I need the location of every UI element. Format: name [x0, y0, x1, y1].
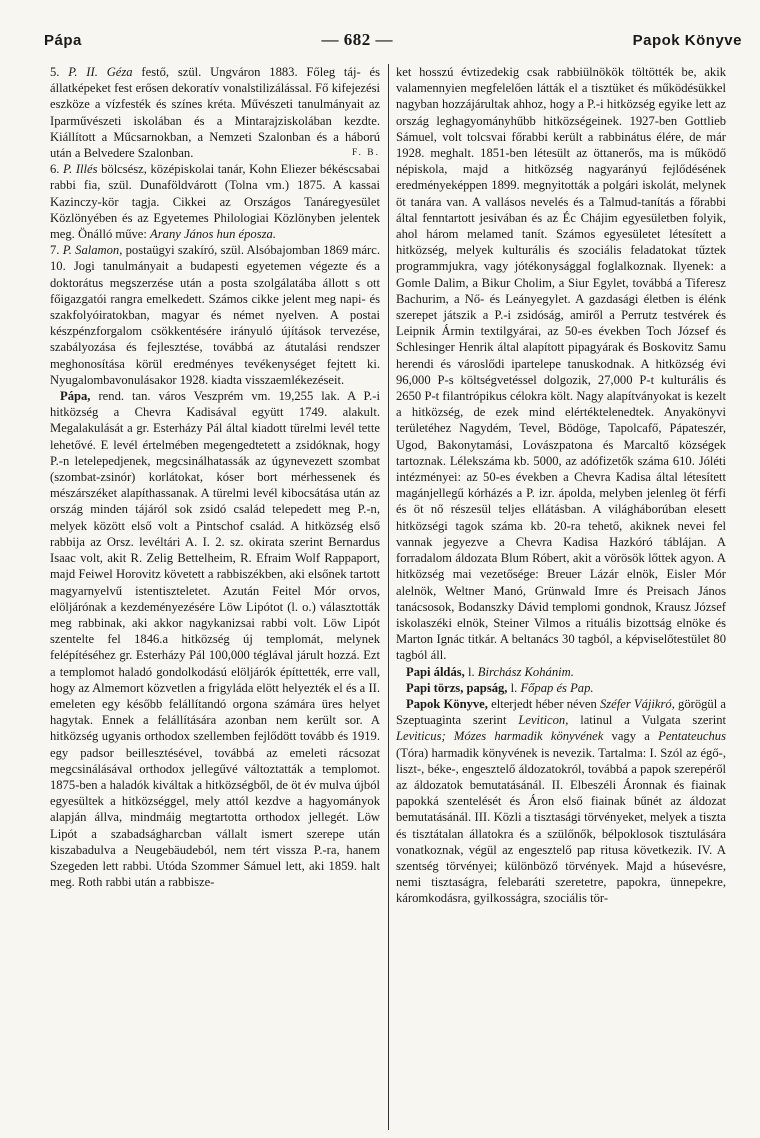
header-left: Pápa [44, 32, 82, 49]
entry-7: 7. P. Salamon, postaügyi szakíró, szül. Alsóbajomban 1869 márc. 10. Jogi tanulmányait a budapesti egyetemen végezte és a doktorátus megszerzése után a posta szolgálatába állott s ott főigazgatói rangra emelkedett. Számos cikke jelent meg napi- és szakfolyóiratokban, magyar és német nyelven. A postai készpénzforgalom csökkentésére irányuló újítások tervezése, szabályozása és fejlesztése, továbbá az átutalási rendszer meghonosítása körül eredményes tevékenységet fejtett ki. Nyugalombavonulásakor 1928. kiadta visszaemlékezéseit. [50, 243, 380, 387]
entry-papa: Pápa, rend. tan. város Veszprém vm. 19,255 lak. A P.-i hitközség a Chevra Kadisával együtt 1749. alakult. Megalakulását a gr. Esterházy Pál által kiadott türelmi levél tette lehetővé. E levél értelmében megengedtetett a zsidóknak, hogy P.-n letelepedjenek, megcsinálhatassák az úgynevezett szombat (szombat-zsinór) korlátokat, kóser bort mérhessenek és mészárszéket alapíthassanak. A türelmi levél kibocsátása után az ország minden tájáról sok zsidó család telepedett meg P.-n, melyek között első volt a Pintschof család. A hitközség első rabbija az Orsz. levéltári A. I. 2. sz. okirata szerint Bernardus Isaac volt, akit R. Zelig Bettelheim, R. Efraim Wolf Rappaport, majd Feiwel Horovitz követett a rabbiszékben, aki elsőnek tartott magyarnyelvű istentiszteletet. Azután Feitel Mór orvos, elöljárónak a kezdeményezésére Löw Lipótot (l. o.) választották meg rabbinak, aki akkor nagykanizsai rabbi volt. Löw Lipót szentelte fel 1846.a hitközség új templomát, melynek felépítéséhez gr. Esterházy Pál 100,000 téglával járult hozzá. Ezt a templomot haladó gondolkodású elöljárók építtették, erre vall, hogy az Almemort közvetlen a frigyláda elött helyezték el és a II. emeleten egy később felállítandó orgona számára üres helyet hagytak. Ennek a felállítására azonban nem került sor. A hitközség ugyanis orthodox szellemben fejlődött tovább és 1919. egy padsor beillesztésével, továbbá az emeleti rácsozat megcsinálásával orthodox jellegűvé változtatták a templomot. 1875-ben a haladók kiváltak a hitközségből, de öt év mulva újból egyesültek a hitközséggel, mely attól kezdve a hagyományok alapján állva, mindmáig megtartotta orthodox jellegét. Löw Lipót a szabadságharcban vállalt ismert szerepe után kiszabadulva a Neugebäudeból, nem tért vissza P.-ra, hanem Szegeden lett rabbi. Utóda Szommer Sámuel lett, aki 1859. halt meg. Roth rabbi után a rabbisze- [50, 389, 380, 890]
entry-papi-torzs: Papi törzs, papság, l. Főpap és Pap. [406, 680, 594, 695]
entry-6: 6. P. Illés bölcsész, középiskolai tanár, Kohn Eliezer békéscsabai rabbi fia, szül. Dunaföldvárott (Tolna vm.) 1875. A kassai Kazinczy-kör tagja. Cikkei az Országos Tanáregyesület Közlönyében és az Egyetemes Philologiai Közlönyben jelentek meg. Önálló műve: Arany János hun époszа. [50, 162, 380, 242]
entry-papi-aldas: Papi áldás, l. Birchász Kohánim. [406, 664, 574, 679]
entry-papok-konyve: Papok Könyve, elterjedt héber néven Széfer Vájikró, görögül a Szeptuaginta szerint Leviticon, latinul a Vulgata szerint Leviticus; Mózes harmadik könyvének vagy a Pentateuchus (Tóra) harmadik könyvének is nevezik. Tartalma: I. Szól az égő-, liszt-, béke-, engesztelő áldozatokról, továbbá a papok szerepéről az áldozatok bemutatásánál. II. Elbeszéli Áronnak és fiainak papokká szentelését és Áron első fiainak bűnét az áldozat bemutatásánál. III. Közli a tisztasági törvényeket, melyek a tiszta és tisztátalan állatokra és a szülőnők, bélpoklosok tisztulására vonatkoznak, végül az engesztelő pap ritusa következik. IV. A szentség törvényei; különböző törvények. Majd a húsevésre, nemi tisztaságra, felebaráti szeretetre, papokra, ünnepekre, káromkodásra, gyilkosságra, szociális tör- [396, 696, 726, 906]
page-number: — 682 — [321, 30, 393, 49]
running-header [44, 30, 742, 54]
author-signature: F. B. [352, 148, 380, 159]
entry-papa-continued: ket hosszú évtizedekig csak rabbiülnökök töltötték be, akik valamennyien megfelelően látták el a tisztüket és működésükkel nagyban hozzájárultak ahhoz, hogy a P.-i hitközség egyike lett az ország leghagyományhűbb hitközségeinek. 1927-ben Gottlieb Sámuel, volt tolcsvai főrabbi került a rabbinátus élére, de már 1928. meghalt. 1851-ben létesült az öttanerős, ma is működő népiskola, majd a hitközség nagyarányú fejlődésének eredményeképpen 1899. megnyitották a polgári iskolát, melynek öt tanára van. A vallásos nevelés és a Talmud-tanítás a főrabbi által fenntartott jesivában és az Éc Chájim egyesületben folyik, ahol három melamed tanít. Számos egyesületet létesített a hitközség, melyek kulturális és szociális feladatokat tűztek programmjukra, vagy jótékonysággal foglalkoznak. Ilyenek: a Gomle Dalim, a Bikur Cholim, a Siur Egylet, továbbá a Tiferesz Bachurim, a Nő- és Leányegylet. A gazdasági életben is élénk szerepet játszik a P.-i zsidóság, amiről a Perrutz testvérek és Leipnik Ármin textilgyárai, az 50-es években Toch József és Schlesinger Henrik által alapított pipagyárak és Boskovitz Samu herendi és városlődi ipartelepe tanuskodnak. A hitközség évi 96,000 P-s költségvetéssel dolgozik, 27,000 P-t kulturális és 2650 P-t filantrópikus célokra költ. Nagy alapítványokat is kezelt a hitközség, de ezek mind elértéktelenedtek. Anyakönyvi területéhez Nagydém, Tevel, Bödöge, Tapolcafő, Pápateszér, Ugod, Bakonytamási, Lovászpatona és Marcaltő községek tartoznak. Lélekszáma kb. 5000, az adófizetők száma 610. Jóléti intézményei: az 50-es években a Chevra Kadisa által létesített magánjellegű kórházés a P. izr. ápolda, melyben jelenleg öt férfi és öt nő részesül teljes ellátásban. A világháborúban elesett hitközségi tagok száma kb. 20-ra tehető, akiknek nevei fel vannak jegyezve a Chevra Kadisa Hazkóró táblájan. A forradalom áldozata Blum Róbert, akit a vörösök lőttek agyon. A hitközség mai vezetősége: Breuer Lázár elnök, Eisler Mór alelnök, Weltner Manó, Grünwald Imre és Preisach János tanácsosok, Bodanszky Dávid templomi gondnok, Krausz József iskolaszéki elnök, Steiner Vilmos a rituális bizottság elnöke és Marton Ignác titkár. A beltanács 30 tagból, a képviselőtestület 80 tagból áll. [396, 65, 726, 663]
header-right: Papok Könyve [632, 32, 742, 49]
column-divider [388, 64, 389, 1130]
left-column [50, 64, 380, 1132]
right-column [396, 64, 726, 1132]
entry-5: 5. P. II. Géza festő, szül. Ungváron 1883. Főleg táj- és állatképeket fest erősen dekoratív vonalstilizálással. Fő kifejezési eszköze a vízfesték és színes kréta. Művészeti tanulmányait az Iparművészeti iskolában és a Mintarajziskolában kezdte. Kiállított a Műcsarnokban, a Nemzeti Szalonban és a háború után a Belvedere Szalonban. F. B. [50, 65, 380, 161]
